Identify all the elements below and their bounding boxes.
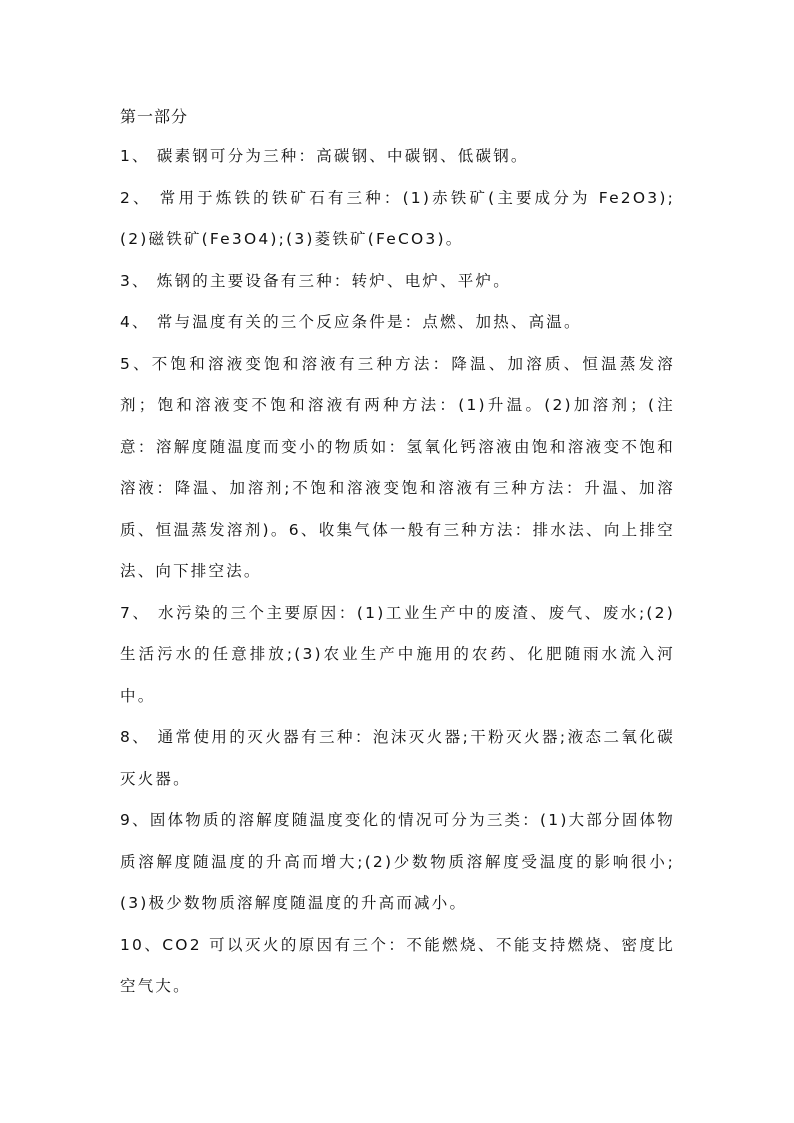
- document-body: [120, 98, 675, 1008]
- list-item-9: 9、固体物质的溶解度随温度变化的情况可分为三类：(1)大部分固体物质溶解度随温度的升高而增大;(2)少数物质溶解度受温度的影响很小;(3)极少数物质溶解度随温度的升高而减小。: [120, 811, 675, 912]
- section-heading: 第一部分: [120, 107, 189, 126]
- list-item-5-6: 5、不饱和溶液变饱和溶液有三种方法：降温、加溶质、恒温蒸发溶剂；饱和溶液变不饱和溶液有两种方法：(1)升温。(2)加溶剂；(注意：溶解度随温度而变小的物质如：氢氧化钙溶液由饱和溶液变不饱和溶液：降温、加溶剂;不饱和溶液变饱和溶液有三种方法：升温、加溶质、恒温蒸发溶剂)。6、收集气体一般有三种方法：排水法、向上排空法、向下排空法。: [120, 354, 675, 580]
- list-item-10: 10、CO2 可以灭火的原因有三个：不能燃烧、不能支持燃烧、密度比空气大。: [120, 935, 675, 995]
- list-item-7: 7、 水污染的三个主要原因：(1)工业生产中的废渣、废气、废水;(2)生活污水的任意排放;(3)农业生产中施用的农药、化肥随雨水流入河中。: [120, 603, 675, 705]
- list-item-2: 2、 常用于炼铁的铁矿石有三种：(1)赤铁矿(主要成分为 Fe2O3);(2)磁铁矿(Fe3O4);(3)菱铁矿(FeCO3)。: [120, 188, 675, 248]
- list-item-3: 3、 炼钢的主要设备有三种：转炉、电炉、平炉。: [120, 271, 511, 290]
- list-item-8: 8、 通常使用的灭火器有三种：泡沫灭火器;干粉灭火器;液态二氧化碳灭火器。: [120, 728, 675, 788]
- list-item-4: 4、 常与温度有关的三个反应条件是：点燃、加热、高温。: [120, 313, 582, 331]
- list-item-1: 1、 碳素钢可分为三种：高碳钢、中碳钢、低碳钢。: [120, 147, 529, 165]
